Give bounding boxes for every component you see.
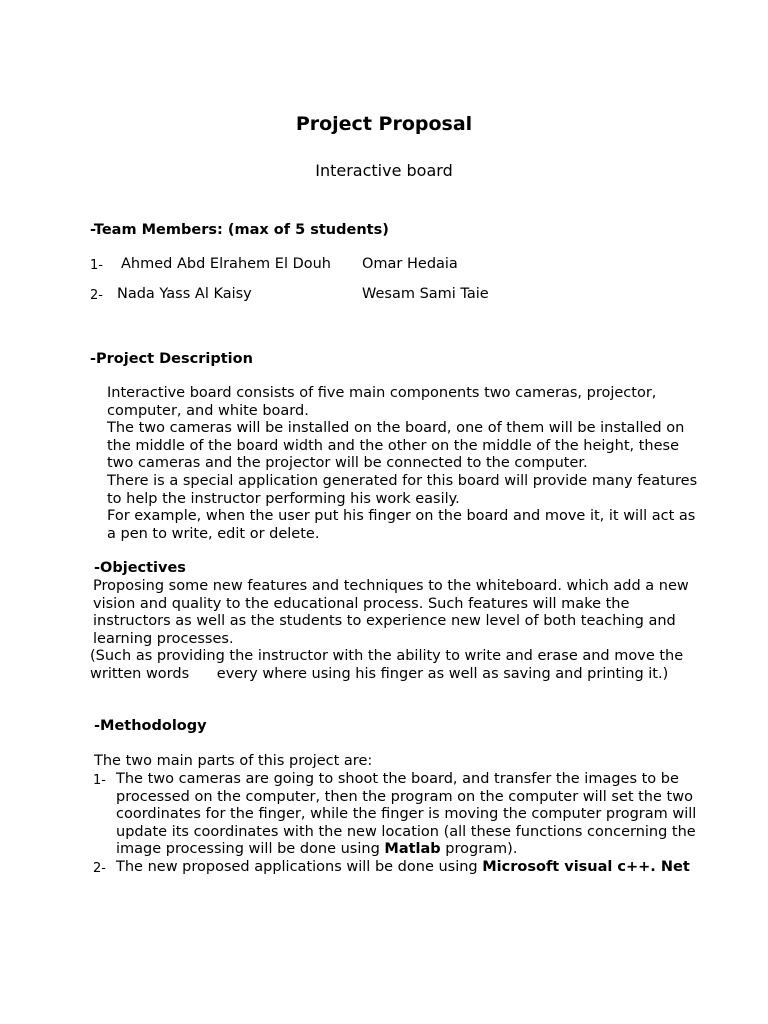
text-line: For example, when the user put his finger on the board and move it, it will act as (107, 508, 696, 525)
text-line: two cameras and the projector will be connected to the computer. (107, 455, 588, 472)
text-line: computer, and white board. (107, 402, 309, 419)
member-number: 1- (90, 258, 103, 273)
text-line: to help the instructor performing his work easily. (107, 490, 460, 507)
text-line: update its coordinates with the new location (all these functions concerning the (116, 823, 696, 840)
text-line: a pen to write, edit or delete. (107, 525, 320, 542)
project-description-text (107, 385, 697, 543)
text-fragment: image processing will be done using (116, 841, 385, 858)
list-number: 1- (93, 773, 106, 788)
methodology-intro: The two main parts of this project are: (94, 753, 373, 769)
list-number: 2- (93, 861, 106, 876)
member-name: Ahmed Abd Elrahem El Douh (121, 256, 332, 272)
objectives-text (90, 578, 689, 684)
member-number: 2- (90, 288, 103, 303)
text-line: learning processes. (93, 630, 234, 647)
methodology-item-2 (116, 859, 690, 875)
text-line: There is a special application generated for this board will provide many features (107, 472, 698, 489)
member-name: Omar Hedaia (362, 256, 458, 272)
project-description-heading: -Project Description (90, 351, 253, 367)
text-fragment: The new proposed applications will be done using (116, 859, 483, 875)
bold-text: Matlab (384, 841, 441, 858)
text-line: Proposing some new features and techniques to the whiteboard. which add a new (93, 578, 689, 594)
bold-text: Microsoft visual c++. Net (482, 859, 690, 875)
text-line: vision and quality to the educational process. Such features will make the (93, 595, 630, 612)
text-line: the middle of the board width and the other on the middle of the height, these (107, 437, 679, 454)
member-name: Wesam Sami Taie (362, 286, 489, 302)
methodology-heading: -Methodology (94, 718, 207, 734)
text-line: coordinates for the finger, while the finger is moving the computer program will (116, 806, 697, 823)
member-name: Nada Yass Al Kaisy (117, 286, 252, 302)
objectives-heading: -Objectives (94, 560, 186, 576)
text-line: written words every where using his finger as well as saving and printing it.) (90, 665, 669, 682)
text-line: Interactive board consists of five main components two cameras, projector, (107, 385, 657, 401)
team-members-heading: -Team Members: (max of 5 students) (90, 222, 389, 238)
text-line: processed on the computer, then the program on the computer will set the two (116, 788, 693, 805)
document-subtitle: Interactive board (315, 161, 453, 180)
methodology-item-1 (116, 771, 696, 859)
text-line: (Such as providing the instructor with the ability to write and erase and move the (90, 648, 684, 665)
text-line (116, 841, 696, 859)
text-fragment: program). (440, 841, 518, 858)
text-line: instructors as well as the students to experience new level of both teaching and (93, 613, 676, 630)
text-line: The two cameras are going to shoot the board, and transfer the images to be (116, 771, 679, 787)
document-title: Project Proposal (295, 113, 473, 135)
text-line: The two cameras will be installed on the board, one of them will be installed on (107, 420, 685, 437)
